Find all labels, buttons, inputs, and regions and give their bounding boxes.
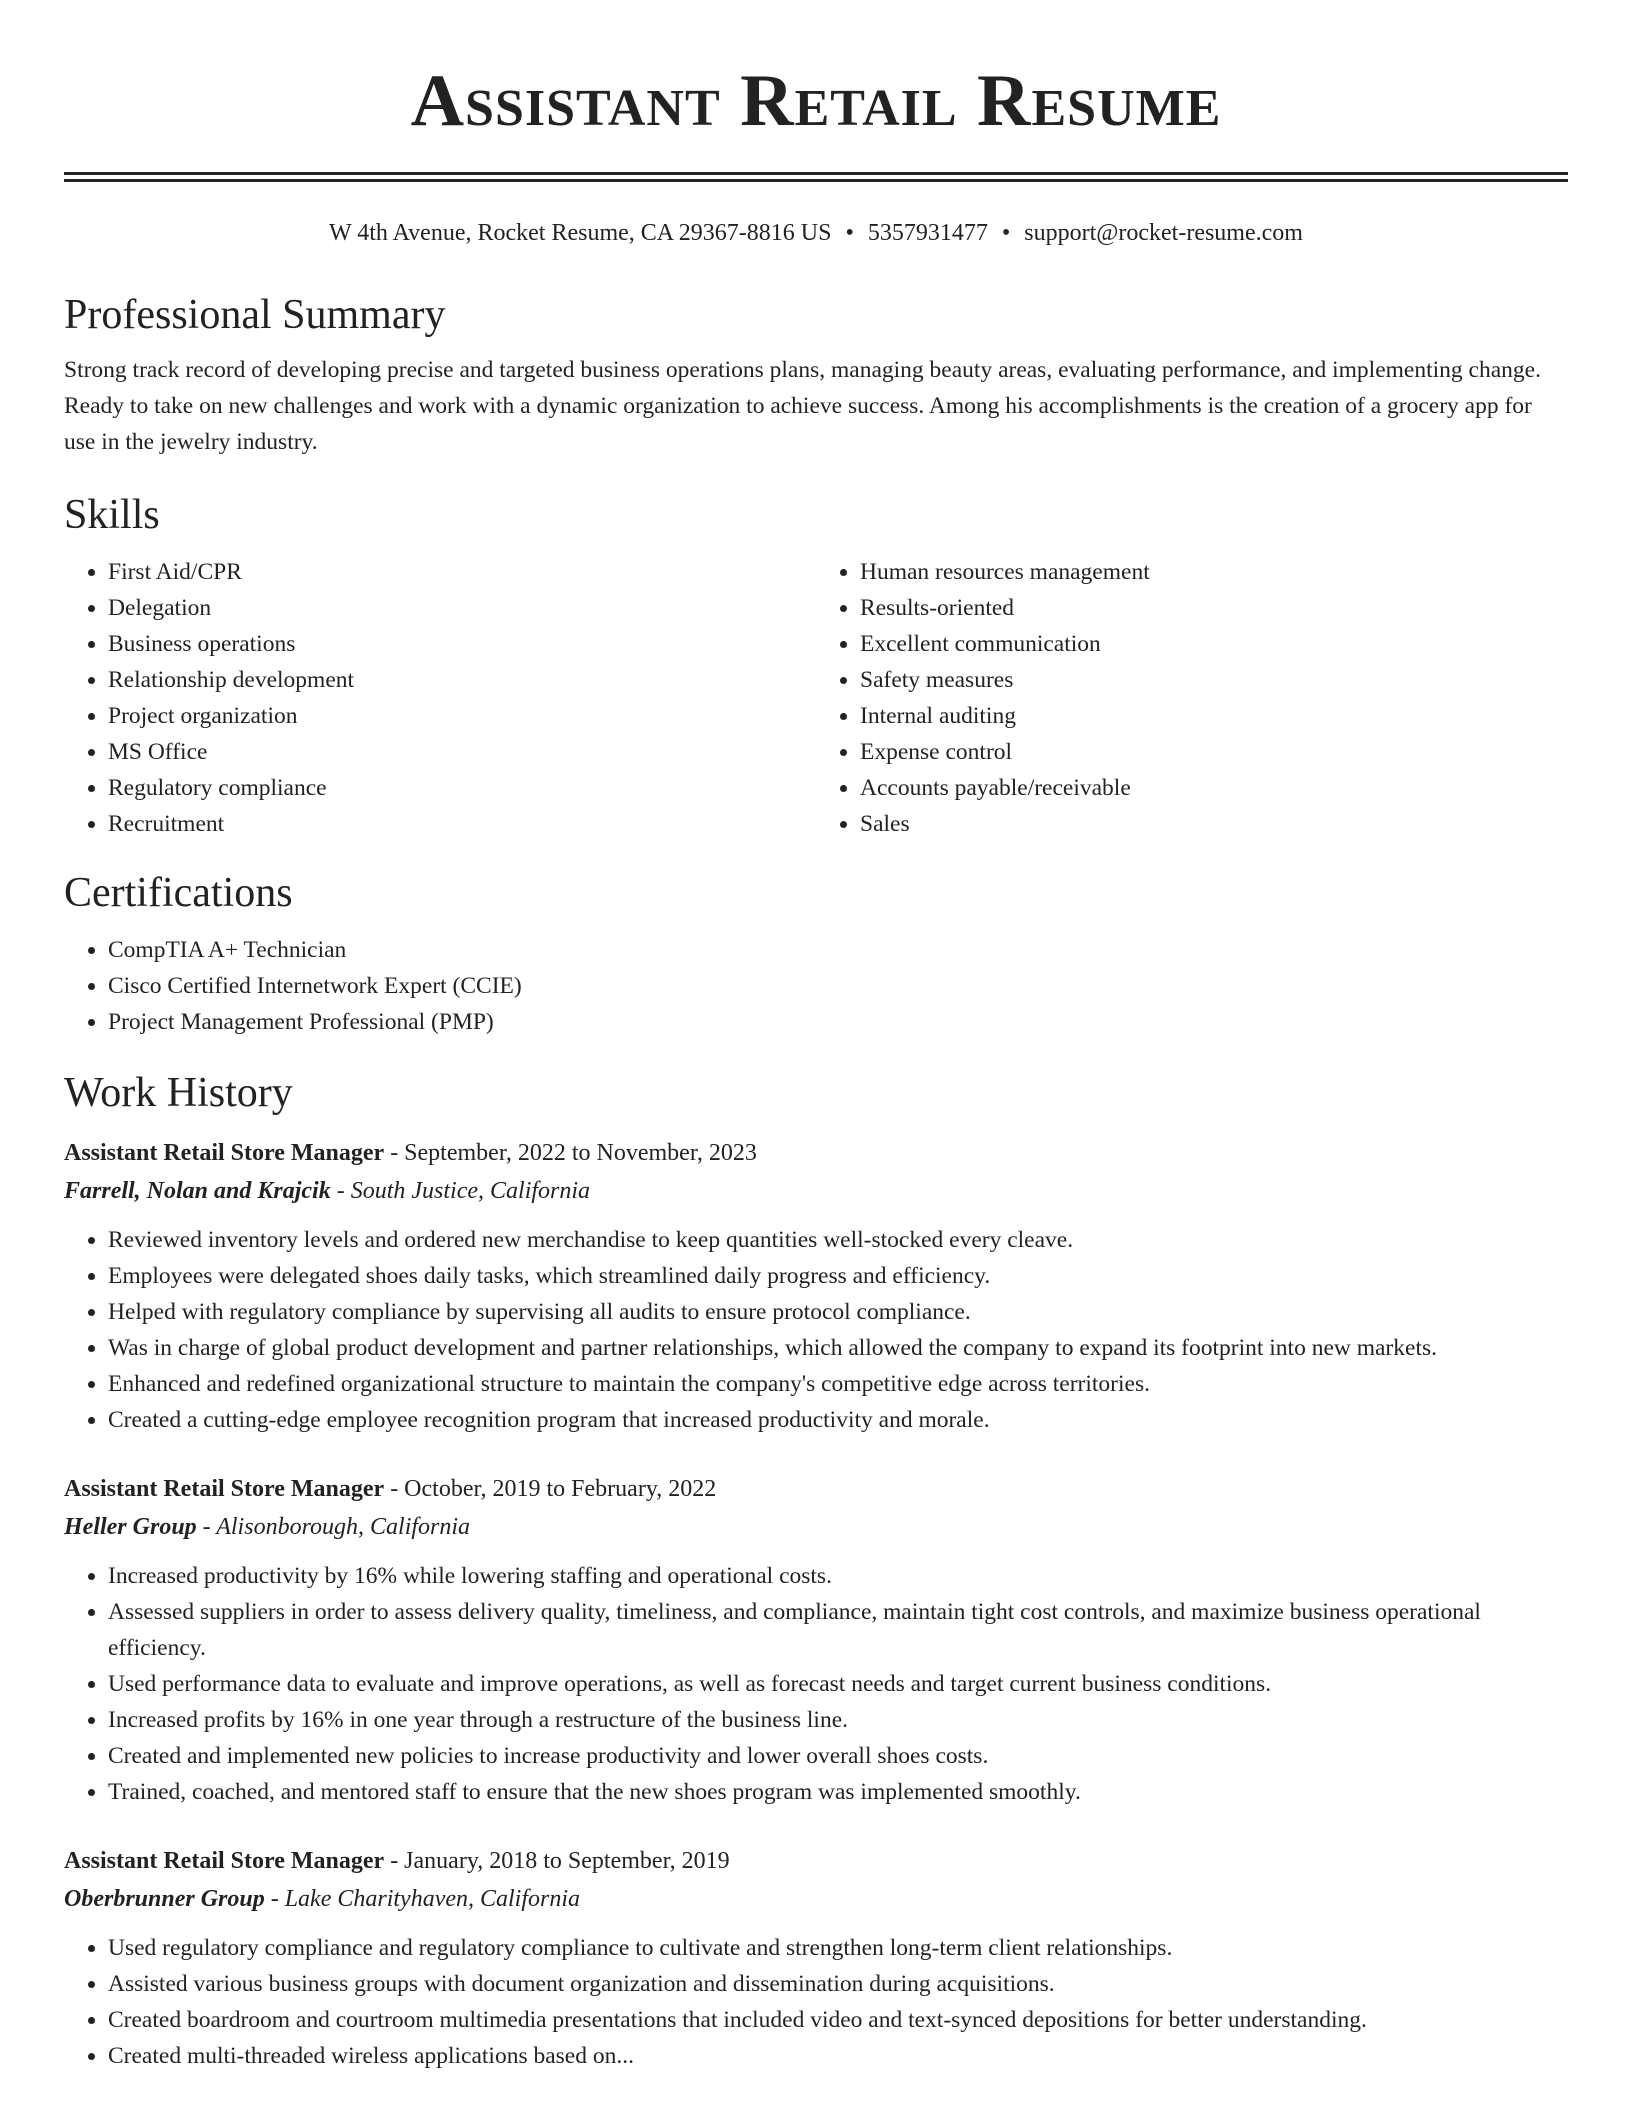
job-bullets bbox=[64, 1558, 1568, 1810]
job-company: Oberbrunner Group bbox=[64, 1886, 265, 1912]
job-bullet: • Increased productivity by 16% while lowering staffing and operational costs. bbox=[108, 1558, 1568, 1594]
skill-item: • MS Office bbox=[108, 734, 816, 770]
certification-item: • Project Management Professional (PMP) bbox=[108, 1004, 1568, 1040]
job-location: - Lake Charityhaven, California bbox=[264, 1886, 581, 1912]
skills-heading: Skills bbox=[64, 492, 160, 538]
skill-item: • Recruitment bbox=[108, 806, 816, 842]
skill-item: • Safety measures bbox=[860, 662, 1568, 698]
job-entry bbox=[64, 1470, 1568, 1810]
skills-left-list bbox=[64, 554, 816, 842]
job-bullet: • Created and implemented new policies to increase productivity and lower overall shoes costs. bbox=[108, 1738, 1568, 1774]
contact-line bbox=[64, 218, 1568, 248]
job-title: Assistant Retail Store Manager bbox=[64, 1476, 385, 1502]
job-bullet: • Used performance data to evaluate and improve operations, as well as forecast needs and target current business conditions. bbox=[108, 1666, 1568, 1702]
contact-email: support@rocket-resume.com bbox=[1024, 220, 1303, 246]
job-location: - South Justice, California bbox=[330, 1178, 591, 1204]
job-bullet: • Reviewed inventory levels and ordered new merchandise to keep quantities well-stocked every cleave. bbox=[108, 1222, 1568, 1258]
summary-text: Strong track record of developing precise and targeted business operations plans, managing beauty areas, evaluating performance, and implementing change. Ready to take on new challenges and work with a dynamic organization to achieve success. Among his accomplishments is the creation of a grocery app for use in the jewelry industry. bbox=[64, 357, 1541, 455]
skills-section bbox=[64, 490, 1568, 842]
skills-right-list bbox=[816, 554, 1568, 842]
contact-address: W 4th Avenue, Rocket Resume, CA 29367-8816 US bbox=[329, 220, 832, 246]
job-bullet: • Created a cutting-edge employee recognition program that increased productivity and morale. bbox=[108, 1402, 1568, 1438]
job-bullet: • Trained, coached, and mentored staff to ensure that the new shoes program was implemented smoothly. bbox=[108, 1774, 1568, 1810]
job-bullet: • Helped with regulatory compliance by supervising all audits to ensure protocol compliance. bbox=[108, 1294, 1568, 1330]
job-dates: - October, 2019 to February, 2022 bbox=[384, 1476, 717, 1502]
skill-item: • Sales bbox=[860, 806, 1568, 842]
work-history-section bbox=[64, 1068, 1568, 2074]
skill-item: • Relationship development bbox=[108, 662, 816, 698]
skill-item: • First Aid/CPR bbox=[108, 554, 816, 590]
job-heading bbox=[64, 1842, 1568, 1880]
job-bullet: • Assessed suppliers in order to assess delivery quality, timeliness, and compliance, maintain tight cost controls, and maximize business operational efficiency. bbox=[108, 1594, 1568, 1666]
skill-item: • Internal auditing bbox=[860, 698, 1568, 734]
job-entry bbox=[64, 1134, 1568, 1438]
resume-page bbox=[64, 0, 1568, 2074]
job-heading bbox=[64, 1134, 1568, 1172]
title-divider bbox=[64, 172, 1568, 182]
certifications-list bbox=[64, 932, 1568, 1040]
job-title: Assistant Retail Store Manager bbox=[64, 1848, 385, 1874]
job-company-line bbox=[64, 1172, 1568, 1210]
certifications-section bbox=[64, 868, 1568, 1040]
job-bullet: • Employees were delegated shoes daily tasks, which streamlined daily progress and efficiency. bbox=[108, 1258, 1568, 1294]
skill-item: • Expense control bbox=[860, 734, 1568, 770]
skill-item: • Excellent communication bbox=[860, 626, 1568, 662]
skill-item: • Project organization bbox=[108, 698, 816, 734]
contact-separator: • bbox=[845, 220, 854, 246]
job-heading bbox=[64, 1470, 1568, 1508]
job-company: Heller Group bbox=[64, 1514, 197, 1540]
certification-item: • Cisco Certified Internetwork Expert (CCIE) bbox=[108, 968, 1568, 1004]
skill-item: • Delegation bbox=[108, 590, 816, 626]
skill-item: • Regulatory compliance bbox=[108, 770, 816, 806]
certification-item: • CompTIA A+ Technician bbox=[108, 932, 1568, 968]
job-bullets bbox=[64, 1222, 1568, 1438]
certifications-heading: Certifications bbox=[64, 870, 293, 916]
job-dates: - September, 2022 to November, 2023 bbox=[384, 1140, 757, 1166]
page-title: Assistant Retail Resume bbox=[410, 60, 1222, 142]
skill-item: • Results-oriented bbox=[860, 590, 1568, 626]
skill-item: • Human resources management bbox=[860, 554, 1568, 590]
job-company-line bbox=[64, 1508, 1568, 1546]
skills-columns bbox=[64, 554, 1568, 842]
job-bullet: • Was in charge of global product development and partner relationships, which allowed the company to expand its footprint into new markets. bbox=[108, 1330, 1568, 1366]
job-dates: - January, 2018 to September, 2019 bbox=[384, 1848, 730, 1874]
job-company: Farrell, Nolan and Krajcik bbox=[64, 1178, 331, 1204]
summary-section bbox=[64, 290, 1568, 460]
job-bullet: • Used regulatory compliance and regulatory compliance to cultivate and strengthen long-term client relationships. bbox=[108, 1930, 1568, 1966]
job-bullets bbox=[64, 1930, 1568, 2074]
skill-item: • Accounts payable/receivable bbox=[860, 770, 1568, 806]
summary-heading: Professional Summary bbox=[64, 292, 446, 338]
job-bullet: • Assisted various business groups with document organization and dissemination during acquisitions. bbox=[108, 1966, 1568, 2002]
job-bullet: • Enhanced and redefined organizational structure to maintain the company's competitive edge across territories. bbox=[108, 1366, 1568, 1402]
job-bullet: • Created multi-threaded wireless applications based on... bbox=[108, 2038, 1568, 2074]
job-title: Assistant Retail Store Manager bbox=[64, 1140, 385, 1166]
job-entry bbox=[64, 1842, 1568, 2074]
job-bullet: • Increased profits by 16% in one year through a restructure of the business line. bbox=[108, 1702, 1568, 1738]
contact-phone: 5357931477 bbox=[867, 220, 988, 246]
contact-separator: • bbox=[1001, 220, 1011, 246]
job-location: - Alisonborough, California bbox=[196, 1514, 471, 1540]
work-history-heading: Work History bbox=[64, 1070, 293, 1116]
job-bullet: • Created boardroom and courtroom multimedia presentations that included video and text-synced depositions for better understanding. bbox=[108, 2002, 1568, 2038]
skill-item: • Business operations bbox=[108, 626, 816, 662]
job-company-line bbox=[64, 1880, 1568, 1918]
